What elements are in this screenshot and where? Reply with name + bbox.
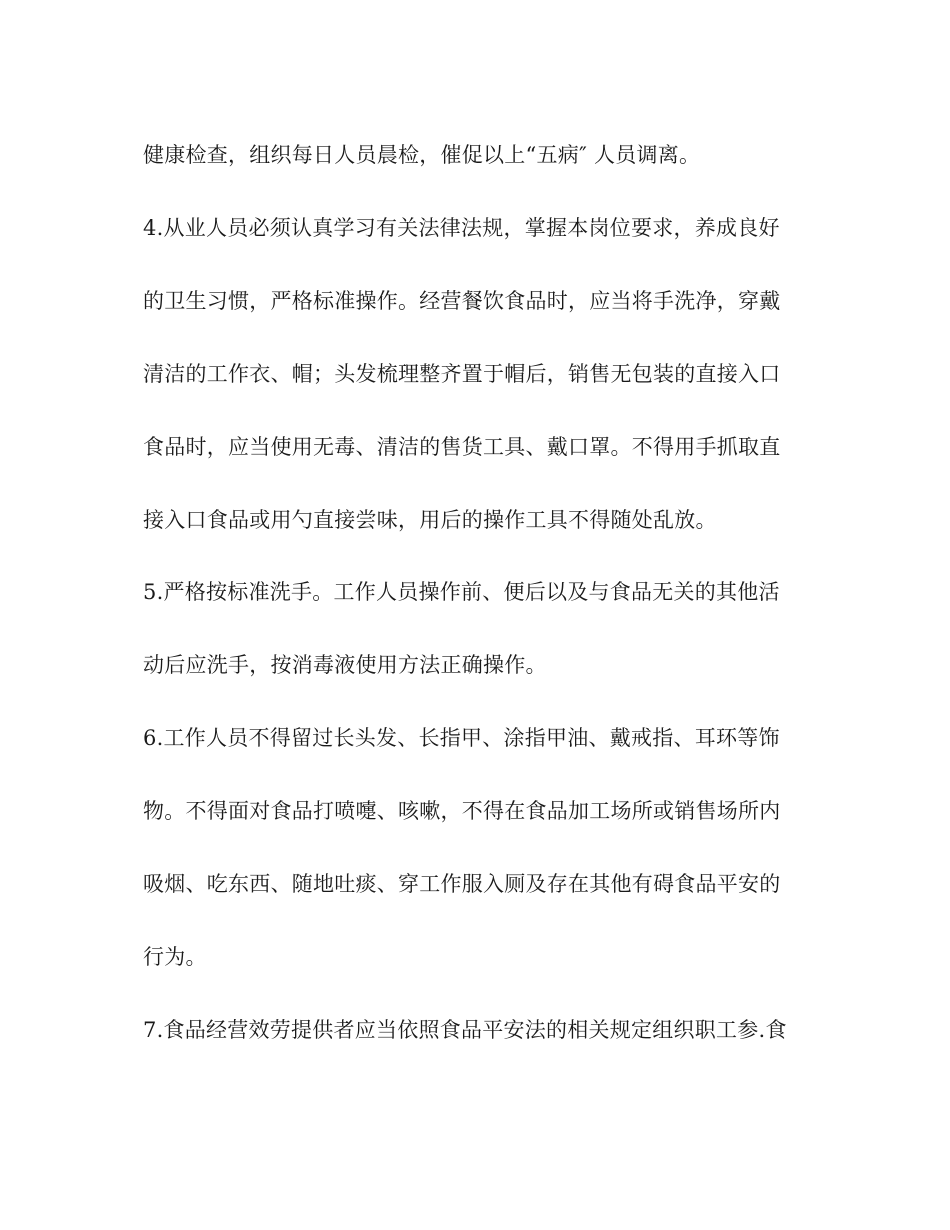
text-line: 7.食品经营效劳提供者应当依照食品平安法的相关规定组织职工参.食 xyxy=(143,1018,787,1042)
text-line: 食品时，应当使用无毒、清洁的售货工具、戴口罩。不得用手抓取直 xyxy=(143,435,781,459)
text-line: 吸烟、吃东西、随地吐痰、穿工作服入厕及存在其他有碍食品平安的 xyxy=(143,872,781,896)
text-line: 6.工作人员不得留过长头发、长指甲、涂指甲油、戴戒指、耳环等饰 xyxy=(143,726,780,750)
text-line: 健康检查，组织每日人员晨检，催促以上“五病″ 人员调离。 xyxy=(143,143,701,167)
text-line: 物。不得面对食品打喷嚏、咳嗽，不得在食品加工场所或销售场所内 xyxy=(143,799,781,823)
text-line: 接入口食品或用勺直接尝味，用后的操作工具不得随处乱放。 xyxy=(143,508,717,532)
text-line: 5.严格按标准洗手。工作人员操作前、便后以及与食品无关的其他活 xyxy=(143,580,780,604)
text-line: 4.从业人员必须认真学习有关法律法规，掌握本岗位要求，养成良好 xyxy=(143,216,780,240)
text-line: 清洁的工作衣、帽；头发梳理整齐置于帽后，销售无包装的直接入口 xyxy=(143,362,781,386)
text-line: 行为。 xyxy=(143,945,207,969)
text-line: 的卫生习惯，严格标准操作。经营餐饮食品时，应当将手洗净，穿戴 xyxy=(143,289,781,313)
text-line: 动后应洗手，按消毒液使用方法正确操作。 xyxy=(143,653,547,677)
